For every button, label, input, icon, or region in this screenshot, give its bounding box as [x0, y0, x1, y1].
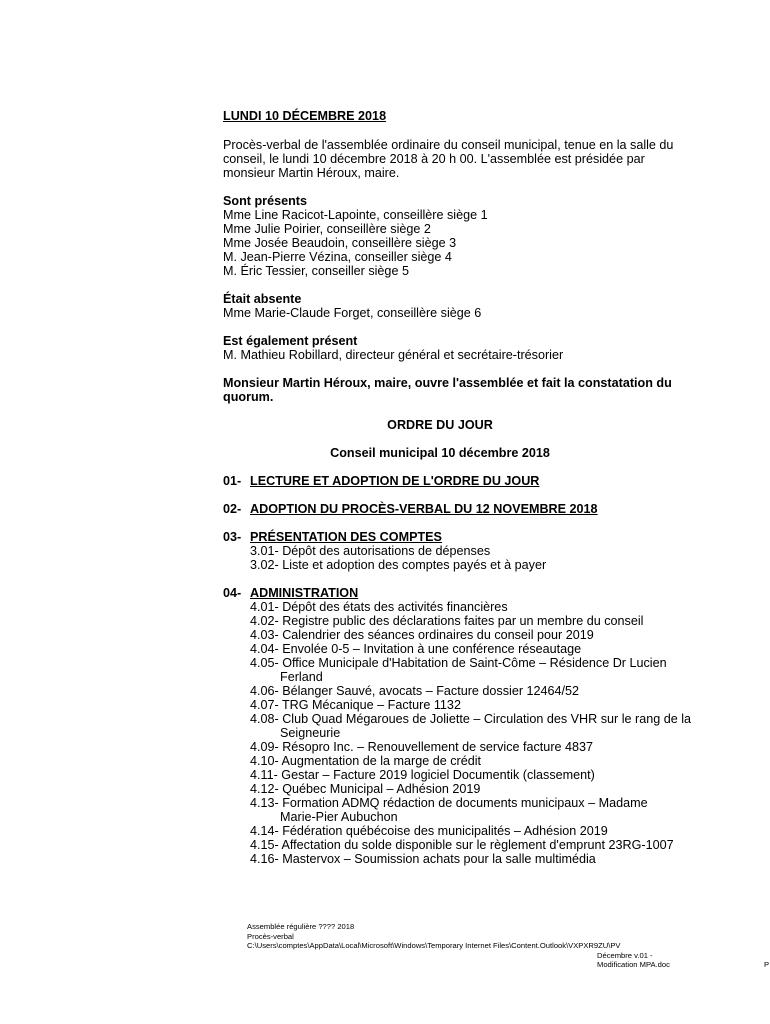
- agenda-item: [250, 796, 703, 824]
- section-heading: [223, 530, 703, 544]
- section-title: PRÉSENTATION DES COMPTES: [250, 530, 442, 544]
- quorum-line: Monsieur Martin Héroux, maire, ouvre l'assemblée et fait la constatation du: [223, 376, 672, 390]
- intro-line: monsieur Martin Héroux, maire.: [223, 166, 400, 180]
- member-line: M. Éric Tessier, conseiller siège 5: [223, 264, 409, 278]
- absent-title: Était absente: [223, 292, 302, 306]
- footer-path: C:\Users\comptes\AppData\Local\Microsoft\Windows\Temporary Internet Files\Content.Outlook\VXPXR9ZU\PV: [247, 941, 621, 950]
- member-line: Mme Marie-Claude Forget, conseillère siège 6: [223, 306, 482, 320]
- quorum-paragraph: [223, 376, 703, 404]
- section-heading: [223, 586, 703, 600]
- agenda-item: [250, 600, 703, 614]
- agenda-item-text: 4.11- Gestar – Facture 2019 logiciel Documentik (classement): [250, 768, 595, 782]
- agenda-item-continuation: Marie-Pier Aubuchon: [280, 810, 398, 824]
- agenda-item-text: 4.14- Fédération québécoise des municipalités – Adhésion 2019: [250, 824, 608, 838]
- agenda-section: [223, 586, 703, 866]
- member-line: M. Jean-Pierre Vézina, conseiller siège 4: [223, 250, 452, 264]
- agenda-item: [250, 754, 703, 768]
- section-heading: [223, 502, 703, 516]
- presents-block: [223, 194, 703, 278]
- agenda-section: [223, 474, 703, 488]
- agenda-item-text: 4.10- Augmentation de la marge de crédit: [250, 754, 482, 768]
- absent-block: [223, 292, 703, 320]
- section-title: LECTURE ET ADOPTION DE L'ORDRE DU JOUR: [250, 474, 540, 488]
- agenda-item-text: 4.16- Mastervox – Soumission achats pour la salle multimédia: [250, 852, 596, 866]
- agenda-item: [250, 684, 703, 698]
- page-mark: P: [764, 960, 770, 969]
- agenda-section: [223, 530, 703, 572]
- agenda-item: [250, 852, 703, 866]
- agenda-item: [250, 824, 703, 838]
- agenda-item-text: 3.02- Liste et adoption des comptes payés et à payer: [250, 558, 547, 572]
- agenda-item-text: 3.01- Dépôt des autorisations de dépenses: [250, 544, 491, 558]
- conseil-title: Conseil municipal 10 décembre 2018: [330, 446, 550, 460]
- agenda-item-text: 4.08- Club Quad Mégaroues de Joliette – Circulation des VHR sur le rang de la: [250, 712, 692, 726]
- ordre-du-jour-title: ORDRE DU JOUR: [387, 418, 493, 432]
- quorum-line: quorum.: [223, 390, 274, 404]
- agenda-item: [250, 544, 703, 558]
- date-heading: LUNDI 10 DÉCEMBRE 2018: [223, 109, 387, 123]
- agenda-item-text: 4.03- Calendrier des séances ordinaires du conseil pour 2019: [250, 628, 594, 642]
- agenda-item-text: 4.09- Résopro Inc. – Renouvellement de service facture 4837: [250, 740, 594, 754]
- agenda-item-text: 4.01- Dépôt des états des activités financières: [250, 600, 508, 614]
- footer-line: Procès-verbal: [247, 931, 294, 941]
- footer-line: Assemblée régulière ???? 2018: [247, 922, 355, 931]
- member-line: Mme Josée Beaudoin, conseillère siège 3: [223, 236, 457, 250]
- section-number: 02-: [223, 502, 242, 516]
- presents-title: Sont présents: [223, 194, 307, 208]
- page-footer: [247, 922, 670, 970]
- footer-line: Décembre v.01 -: [597, 950, 653, 960]
- section-number: 03-: [223, 530, 242, 544]
- section-number: 04-: [223, 586, 242, 600]
- agenda-item: [250, 558, 703, 572]
- intro-line: Procès-verbal de l'assemblée ordinaire du conseil municipal, tenue en la salle du: [223, 138, 674, 152]
- agenda-section: [223, 502, 703, 516]
- agenda-item-continuation: Seigneurie: [280, 726, 341, 740]
- section-number: 01-: [223, 474, 242, 488]
- member-line: M. Mathieu Robillard, directeur général et secrétaire-trésorier: [223, 348, 564, 362]
- agenda-item-text: 4.13- Formation ADMQ rédaction de documents municipaux – Madame: [250, 796, 648, 810]
- agenda-item: [250, 712, 703, 740]
- agenda-item: [250, 698, 703, 712]
- section-heading: [223, 474, 703, 488]
- intro-paragraph: [223, 138, 703, 180]
- also-present-title: Est également présent: [223, 334, 358, 348]
- member-line: Mme Line Racicot-Lapointe, conseillère siège 1: [223, 208, 488, 222]
- agenda-item-text: 4.06- Bélanger Sauvé, avocats – Facture dossier 12464/52: [250, 684, 580, 698]
- section-title: ADOPTION DU PROCÈS-VERBAL DU 12 NOVEMBRE 2018: [250, 502, 598, 516]
- agenda-item-text: 4.15- Affectation du solde disponible sur le règlement d'emprunt 23RG-1007: [250, 838, 674, 852]
- member-line: Mme Julie Poirier, conseillère siège 2: [223, 222, 431, 236]
- also-present-block: [223, 334, 703, 362]
- section-items: [250, 600, 703, 866]
- document-page: [223, 109, 703, 880]
- footer-line: Modification MPA.doc: [597, 960, 670, 969]
- agenda-item-text: 4.04- Envolée 0-5 – Invitation à une conférence réseautage: [250, 642, 582, 656]
- agenda-item: [250, 628, 703, 642]
- agenda-item: [250, 768, 703, 782]
- agenda-item: [250, 642, 703, 656]
- agenda-sections: [223, 474, 703, 866]
- intro-line: conseil, le lundi 10 décembre 2018 à 20 h 00. L'assemblée est présidée par: [223, 152, 645, 166]
- section-title: ADMINISTRATION: [250, 586, 359, 600]
- agenda-item: [250, 614, 703, 628]
- agenda-item: [250, 740, 703, 754]
- section-items: [250, 544, 703, 572]
- agenda-item-text: 4.07- TRG Mécanique – Facture 1132: [250, 698, 461, 712]
- agenda-item: [250, 656, 703, 684]
- agenda-item: [250, 838, 703, 852]
- agenda-item-continuation: Ferland: [280, 670, 323, 684]
- agenda-item-text: 4.12- Québec Municipal – Adhésion 2019: [250, 782, 481, 796]
- agenda-item-text: 4.02- Registre public des déclarations faites par un membre du conseil: [250, 614, 644, 628]
- agenda-item-text: 4.05- Office Municipale d'Habitation de Saint-Côme – Résidence Dr Lucien: [250, 656, 667, 670]
- agenda-item: [250, 782, 703, 796]
